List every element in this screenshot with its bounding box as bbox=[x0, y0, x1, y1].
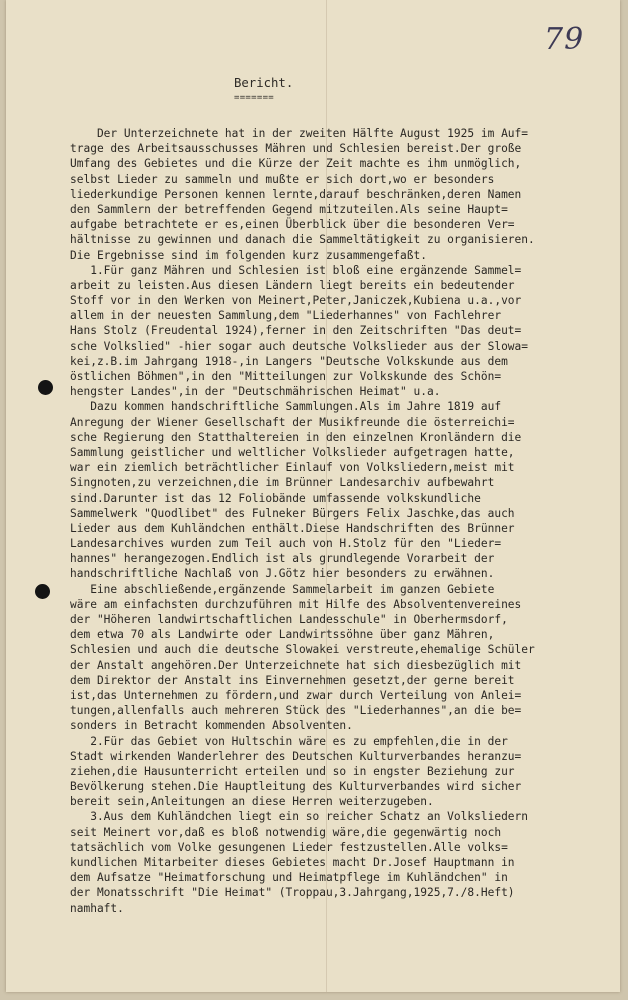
punch-hole-icon bbox=[35, 584, 50, 599]
text-line: sche Regierung den Statthaltereien in den einzelnen Kronländern die bbox=[70, 430, 522, 444]
text-line: hengster Landes",in der "Deutschmährischen Heimat" u.a. bbox=[70, 385, 441, 399]
text-line: ist,das Unternehmen zu fördern,und zwar durch Verteilung von Anlei= bbox=[70, 688, 522, 702]
text-line: Eine abschließende,ergänzende Sammelarbeit im ganzen Gebiete bbox=[70, 582, 495, 596]
text-line: Sammelwerk "Quodlibet" des Fulneker Bürgers Felix Jaschke,das auch bbox=[70, 506, 515, 520]
text-line: ziehen,die Hausunterricht erteilen und so in engster Beziehung zur bbox=[70, 764, 515, 778]
text-line: Bevölkerung stehen.Die Hauptleitung des Kulturverbandes wird sicher bbox=[70, 780, 522, 794]
text-line: Der Unterzeichnete hat in der zweiten Hälfte August 1925 im Auf= bbox=[70, 127, 529, 140]
text-line: Lieder aus dem Kuhländchen enthält.Diese Handschriften des Brünner bbox=[70, 521, 515, 535]
text-line: dem etwa 70 als Landwirte oder Landwirtssöhne über ganz Mähren, bbox=[70, 628, 495, 642]
text-line: Anregung der Wiener Gesellschaft der Musikfreunde die österreichi= bbox=[70, 415, 515, 429]
text-line: arbeit zu leisten.Aus diesen Ländern liegt bereits ein bedeutender bbox=[70, 278, 515, 292]
text-line: tungen,allenfalls auch mehreren Stück des "Liederhannes",an die be= bbox=[70, 704, 522, 718]
text-line: sonders in Betracht kommenden Absolventen. bbox=[70, 719, 353, 733]
paragraph bbox=[70, 263, 610, 400]
text-line: Stoff vor in den Werken von Meinert,Peter,Janiczek,Kubiena u.a.,vor bbox=[70, 294, 522, 308]
text-line: östlichen Böhmen",in den "Mitteilungen zur Volkskunde des Schön= bbox=[70, 370, 502, 383]
text-line: dem Direktor der Anstalt ins Einvernehmen gesetzt,der gerne bereit bbox=[70, 673, 515, 687]
text-line: 1.Für ganz Mähren und Schlesien ist bloß eine ergänzende Sammel= bbox=[70, 263, 522, 277]
text-line: sind.Darunter ist das 12 Foliobände umfassende volkskundliche bbox=[70, 491, 481, 505]
title-underline: ======= bbox=[234, 93, 275, 103]
text-line: Hans Stolz (Freudental 1924),ferner in den Zeitschriften "Das deut= bbox=[70, 324, 522, 338]
text-line: tatsächlich vom Volke gesungenen Lieder festzustellen.Alle volks= bbox=[70, 840, 508, 854]
text-line: der Monatsschrift "Die Heimat" (Troppau,3.Jahrgang,1925,7./8.Heft) bbox=[70, 886, 515, 900]
text-line: Umfang des Gebietes und die Kürze der Zeit machte es ihm unmöglich, bbox=[70, 157, 522, 171]
text-line: kei,z.B.im Jahrgang 1918-,in Langers "Deutsche Volkskunde aus dem bbox=[70, 354, 508, 368]
text-line: hältnisse zu gewinnen und danach die Sammeltätigkeit zu organisieren. bbox=[70, 233, 535, 247]
paragraph bbox=[70, 126, 610, 263]
text-line: liederkundige Personen kennen lernte,darauf beschränken,deren Namen bbox=[70, 187, 522, 201]
paragraph bbox=[70, 399, 610, 581]
text-line: sche Volkslied" -hier sogar auch deutsche Volkslieder aus der Slowa= bbox=[70, 339, 529, 353]
handwritten-page-number: 79 bbox=[544, 22, 585, 57]
document-page bbox=[6, 0, 620, 992]
text-line: bereit sein,Anleitungen an diese Herren weiterzugeben. bbox=[70, 795, 434, 809]
text-line: dem Aufsatze "Heimatforschung und Heimatpflege im Kuhländchen" in bbox=[70, 871, 508, 885]
text-line: Dazu kommen handschriftliche Sammlungen.Als im Jahre 1819 auf bbox=[70, 400, 502, 414]
document-title: Bericht. bbox=[234, 76, 294, 90]
paragraph bbox=[70, 582, 610, 734]
paragraph bbox=[70, 734, 610, 810]
text-line: aufgabe betrachtete er es,einen Überblick über die besonderen Ver= bbox=[70, 218, 515, 232]
text-line: der "Höheren landwirtschaftlichen Landesschule" in Oberhermsdorf, bbox=[70, 613, 508, 626]
text-line: der Anstalt angehören.Der Unterzeichnete hat sich diesbezüglich mit bbox=[70, 658, 522, 672]
text-line: Sammlung geistlicher und weltlicher Volkslieder aufgetragen hatte, bbox=[70, 445, 515, 459]
text-line: 3.Aus dem Kuhländchen liegt ein so reicher Schatz an Volksliedern bbox=[70, 810, 529, 824]
text-line: Schlesien und auch die deutsche Slowakei verstreute,ehemalige Schüler bbox=[70, 643, 535, 657]
text-line: trage des Arbeitsausschusses Mähren und Schlesien bereist.Der große bbox=[70, 142, 522, 156]
text-line: namhaft. bbox=[70, 901, 124, 915]
paragraph bbox=[70, 809, 610, 915]
text-line: 2.Für das Gebiet von Hultschin wäre es zu empfehlen,die in der bbox=[70, 734, 508, 748]
text-line: seit Meinert vor,daß es bloß notwendig wäre,die gegenwärtig noch bbox=[70, 825, 502, 839]
text-line: kundlichen Mitarbeiter dieses Gebietes macht Dr.Josef Hauptmann in bbox=[70, 856, 515, 869]
text-line: Die Ergebnisse sind im folgenden kurz zusammengefaßt. bbox=[70, 248, 427, 262]
text-line: handschriftliche Nachlaß von J.Götz hier besonders zu erwähnen. bbox=[70, 567, 495, 581]
text-line: den Sammlern der betreffenden Gegend mitzuteilen.Als seine Haupt= bbox=[70, 202, 508, 216]
text-line: Stadt wirkenden Wanderlehrer des Deutschen Kulturverbandes heranzu= bbox=[70, 749, 522, 763]
text-line: selbst Lieder zu sammeln und mußte er sich dort,wo er besonders bbox=[70, 172, 495, 186]
text-line: Singnoten,zu verzeichnen,die im Brünner Landesarchiv aufbewahrt bbox=[70, 476, 495, 490]
text-line: allem in der neuesten Sammlung,dem "Liederhannes" von Fachlehrer bbox=[70, 309, 502, 323]
text-line: Landesarchives wurden zum Teil auch von H.Stolz für den "Lieder= bbox=[70, 537, 502, 551]
text-line: wäre am einfachsten durchzuführen mit Hilfe des Absolventenvereines bbox=[70, 597, 522, 611]
text-line: war ein ziemlich beträchtlicher Einlauf von Volksliedern,meist mit bbox=[70, 461, 515, 475]
document-body bbox=[70, 126, 610, 916]
punch-hole-icon bbox=[38, 380, 53, 395]
text-line: hannes" herangezogen.Endlich ist als grundlegende Vorarbeit der bbox=[70, 552, 495, 566]
